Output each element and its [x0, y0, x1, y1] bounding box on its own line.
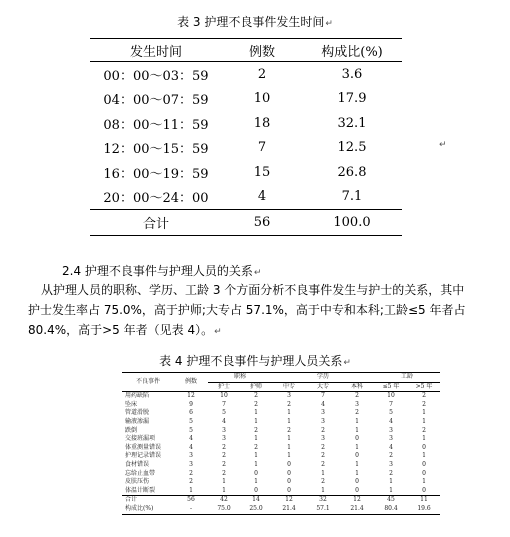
table4-cell: 1: [355, 426, 359, 434]
table4-header-event: 不良事件: [122, 373, 174, 392]
table4-header-edu: 学历: [272, 373, 374, 383]
table4-cell: 3: [321, 417, 325, 425]
table4-cell: 2: [222, 443, 226, 451]
table4-subheader: 护士: [208, 382, 240, 392]
table3-cell: 16：00～19：59: [103, 166, 209, 182]
return-mark: ↵: [343, 358, 351, 368]
table4-cell: 75.0: [208, 505, 240, 514]
table4-cell: 3: [389, 426, 393, 434]
table4-subheader: 大专: [306, 382, 340, 392]
table4-cell: 21.4: [340, 505, 374, 514]
table4-cell: 2: [254, 392, 258, 400]
table4-cell: 1: [355, 417, 359, 425]
paragraph-line-1: 从护理人员的职称、学历、工龄 3 个方面分析不良事件发生与护士的关系，其中: [41, 283, 465, 297]
table4-cell: 10: [220, 392, 228, 400]
table4-event-name: 跌倒: [125, 426, 138, 434]
table4-total-row: [122, 496, 440, 505]
table4-header-years: 工龄: [374, 373, 440, 383]
table4-cell: 4: [189, 435, 193, 443]
table4-cell: 1: [222, 486, 226, 494]
table4-event-name: 用药缺陷: [125, 392, 150, 400]
table4-event-name: 合计: [122, 496, 174, 505]
table4-subheader: 本科: [340, 382, 374, 392]
table3-header-cases: 例数: [222, 39, 302, 62]
table4-cell: 6: [189, 409, 193, 417]
table4-cell: 1: [422, 409, 426, 417]
table4-body: [122, 392, 440, 514]
table4-event-name: 输液渗漏: [125, 417, 150, 425]
table4-event-name: 护理记录错误: [125, 452, 162, 460]
table4-cell: 56: [174, 496, 208, 505]
table4-row: [122, 401, 440, 410]
table4-row: [122, 427, 440, 436]
table4-cell: 2: [422, 400, 426, 408]
table4-cell: 19.6: [408, 505, 440, 514]
table4-row: [122, 478, 440, 487]
table3-row: [90, 185, 402, 210]
table4-cell: 5: [222, 409, 226, 417]
table3-cell: 56: [222, 210, 302, 236]
table3-header-time: 发生时间: [90, 39, 222, 62]
table4-cell: 1: [389, 478, 393, 486]
table4-header-cases: 例数: [174, 373, 208, 392]
table4-cell: 1: [222, 478, 226, 486]
table4-cell: 0: [422, 469, 426, 477]
paragraph-line-3: 80.4%，高于>5 年者（见表 4）。: [28, 323, 214, 337]
section-title: [62, 262, 261, 279]
table4-cell: 2: [355, 409, 359, 417]
table4-cell: 5: [389, 409, 393, 417]
table4-cell: 4: [222, 417, 226, 425]
table4-row: [122, 409, 440, 418]
table3-row: [90, 87, 402, 112]
table3-cell: 12：00～15：59: [103, 142, 209, 158]
table4-cell: 2: [321, 478, 325, 486]
paragraph-line: [28, 300, 498, 320]
table3-cell: 7: [257, 140, 267, 156]
table3-row: [90, 62, 402, 87]
table4: [122, 372, 440, 515]
table4-cell: 2: [321, 426, 325, 434]
table4-cell: 2: [222, 460, 226, 468]
table4-cell: 0: [254, 486, 258, 494]
table4-cell: 10: [387, 392, 395, 400]
table4-cell: 0: [287, 478, 291, 486]
table4-event-name: 体重测量错误: [125, 443, 162, 451]
table4-cell: 1: [254, 435, 258, 443]
table4-header-title: 职称: [208, 373, 272, 383]
table4-cell: 1: [389, 486, 393, 494]
table4-cell: 42: [208, 496, 240, 505]
table4-cell: 1: [355, 469, 359, 477]
table3-total-row: [90, 210, 402, 236]
table3-cell: 10: [253, 91, 271, 107]
table3-cell: 20：00～24：00: [103, 191, 209, 207]
table4-cell: 3: [355, 400, 359, 408]
table4-row: [122, 461, 440, 470]
table4-subheader: ≤5 年: [374, 382, 408, 392]
table4-cell: 1: [321, 469, 325, 477]
table4-cell: 1: [189, 486, 193, 494]
table4-cell: 2: [287, 400, 291, 408]
table4-cell: 2: [254, 426, 258, 434]
table4-cell: 11: [408, 496, 440, 505]
table4-row: [122, 444, 440, 453]
table4-cell: 1: [422, 435, 426, 443]
table4-cell: 2: [422, 392, 426, 400]
table4-caption: [0, 352, 510, 369]
table4-row: [122, 435, 440, 444]
table3-row: [90, 136, 402, 161]
table4-cell: 1: [287, 443, 291, 451]
table3-cell: 7.1: [341, 189, 363, 205]
table4-cell: 0: [287, 486, 291, 494]
table4-event-name: 坠床: [125, 400, 138, 408]
table4-event-name: 交接班漏项: [125, 435, 156, 443]
table4-cell: 1: [254, 417, 258, 425]
table4-cell: 2: [321, 443, 325, 451]
table4-caption-text: 表 4 护理不良事件与护理人员关系: [159, 354, 343, 368]
table4-cell: 1: [254, 452, 258, 460]
table4-event-name: 管道滑脱: [125, 409, 150, 417]
table4-cell: 2: [254, 400, 258, 408]
table4-cell: 3: [222, 426, 226, 434]
table4-cell: 12: [272, 496, 306, 505]
table4-cell: 2: [422, 426, 426, 434]
table3: [90, 38, 402, 236]
table4-cell: 1: [287, 409, 291, 417]
table4-cell: 9: [189, 400, 193, 408]
table4-cell: 45: [374, 496, 408, 505]
table4-cell: 12: [340, 496, 374, 505]
table4-event-name: 皮肤压伤: [125, 478, 150, 486]
table4-event-name: 食材错误: [125, 460, 150, 468]
table3-caption-text: 表 3 护理不良事件发生时间: [177, 15, 325, 29]
table3-cell: 3.6: [341, 66, 363, 82]
table4-cell: 4: [189, 443, 193, 451]
table3-cell: 4: [257, 189, 267, 205]
table4-cell: 57.1: [306, 505, 340, 514]
paragraph-line-2: 护士发生率占 75.0%，高于护师;大专占 57.1%，高于中专和本科;工龄≤5 年者占: [28, 303, 466, 317]
table4-cell: 1: [422, 452, 426, 460]
table4-cell: 1: [355, 443, 359, 451]
paragraph-line: [28, 280, 498, 300]
table4-header-row: [122, 373, 440, 383]
table4-event-name: 忘给止血带: [125, 469, 156, 477]
table3-cell: 100.0: [302, 210, 402, 236]
table4-cell: 1: [422, 478, 426, 486]
table4-cell: 3: [389, 435, 393, 443]
section-title-text: 2.4 护理不良事件与护理人员的关系: [62, 264, 253, 278]
table4-cell: 1: [287, 435, 291, 443]
table4-cell: 3: [389, 460, 393, 468]
table4-cell: 1: [321, 486, 325, 494]
table3-cell: 08：00～11：59: [103, 117, 209, 133]
table3-cell: 12.5: [337, 140, 367, 156]
table4-subheader: 护师: [240, 382, 272, 392]
table4-cell: 2: [189, 478, 193, 486]
return-mark: ↵: [214, 327, 222, 337]
table3-cell: 26.8: [337, 164, 367, 180]
table4-cell: 3: [222, 435, 226, 443]
table4-cell: 0: [355, 435, 359, 443]
table4-cell: 7: [222, 400, 226, 408]
table4-cell: 2: [254, 443, 258, 451]
table4-cell: 21.4: [272, 505, 306, 514]
table3-row: [90, 111, 402, 136]
table4-cell: 32: [306, 496, 340, 505]
table3-cell: 15: [253, 164, 271, 180]
table4-cell: 1: [287, 417, 291, 425]
table3-cell: 00：00～03：59: [103, 68, 209, 84]
table4-event-name: 构成比(%): [122, 505, 174, 514]
table3-cell: 04：00～07：59: [103, 93, 209, 109]
table4-cell: 1: [254, 460, 258, 468]
table4-cell: 2: [321, 452, 325, 460]
table4-cell: 4: [389, 443, 393, 451]
table3-header-row: [90, 39, 402, 62]
table4-cell: 0: [422, 443, 426, 451]
table3-cell: 17.9: [337, 91, 367, 107]
table4-ratio-row: [122, 505, 440, 514]
table4-cell: 1: [422, 417, 426, 425]
table4-cell: 25.0: [240, 505, 272, 514]
paragraph-line: [28, 320, 498, 342]
table3-row: [90, 160, 402, 185]
table4-cell: 80.4: [374, 505, 408, 514]
table3-cell: 合计: [90, 210, 222, 236]
table3-cell: 32.1: [337, 115, 367, 131]
return-mark: ↵: [325, 19, 333, 29]
table4-cell: 2: [189, 469, 193, 477]
body-paragraph: [28, 280, 498, 342]
table4-cell: 14: [240, 496, 272, 505]
table4-cell: 1: [287, 452, 291, 460]
table4-cell: 1: [254, 409, 258, 417]
table4-cell: 0: [355, 486, 359, 494]
table4-cell: 7: [389, 400, 393, 408]
table4-cell: 3: [189, 452, 193, 460]
table4-cell: 3: [321, 409, 325, 417]
table4-cell: 2: [321, 460, 325, 468]
table4-cell: 1: [254, 478, 258, 486]
table4-subheader: 中专: [272, 382, 306, 392]
table4-cell: 12: [187, 392, 195, 400]
table4-cell: 0: [355, 452, 359, 460]
table4-cell: 2: [389, 469, 393, 477]
table4-row: [122, 418, 440, 427]
table4-cell: 0: [422, 460, 426, 468]
table4-cell: 3: [321, 435, 325, 443]
table4-cell: -: [174, 505, 208, 514]
table4-cell: 0: [355, 478, 359, 486]
table4-cell: 0: [254, 469, 258, 477]
table3-caption: [0, 13, 510, 30]
table4-cell: 1: [355, 460, 359, 468]
table4-cell: 2: [222, 452, 226, 460]
table4-row: [122, 392, 440, 401]
table4-cell: 5: [189, 417, 193, 425]
table4-cell: 3: [287, 392, 291, 400]
table4-event-name: 体温计断裂: [125, 486, 156, 494]
table4-cell: 2: [389, 452, 393, 460]
table4-cell: 7: [321, 392, 325, 400]
table3-cell: 18: [253, 115, 271, 131]
table4-cell: 4: [321, 400, 325, 408]
return-mark: ↵: [439, 140, 447, 150]
table4-row: [122, 452, 440, 461]
table4-cell: 2: [355, 392, 359, 400]
table4-cell: 2: [287, 426, 291, 434]
table3-cell: 2: [257, 66, 267, 82]
table4-cell: 0: [422, 486, 426, 494]
table4-cell: 0: [287, 460, 291, 468]
table4-subheader: >5 年: [408, 382, 440, 392]
return-mark: ↵: [253, 268, 262, 278]
table3-header-ratio: 构成比(%): [302, 39, 402, 62]
table4-cell: 0: [287, 469, 291, 477]
table4-cell: 2: [222, 469, 226, 477]
table4-cell: 3: [189, 460, 193, 468]
table4-cell: 5: [189, 426, 193, 434]
table4-row: [122, 470, 440, 479]
table4-row: [122, 487, 440, 496]
table4-cell: 4: [389, 417, 393, 425]
